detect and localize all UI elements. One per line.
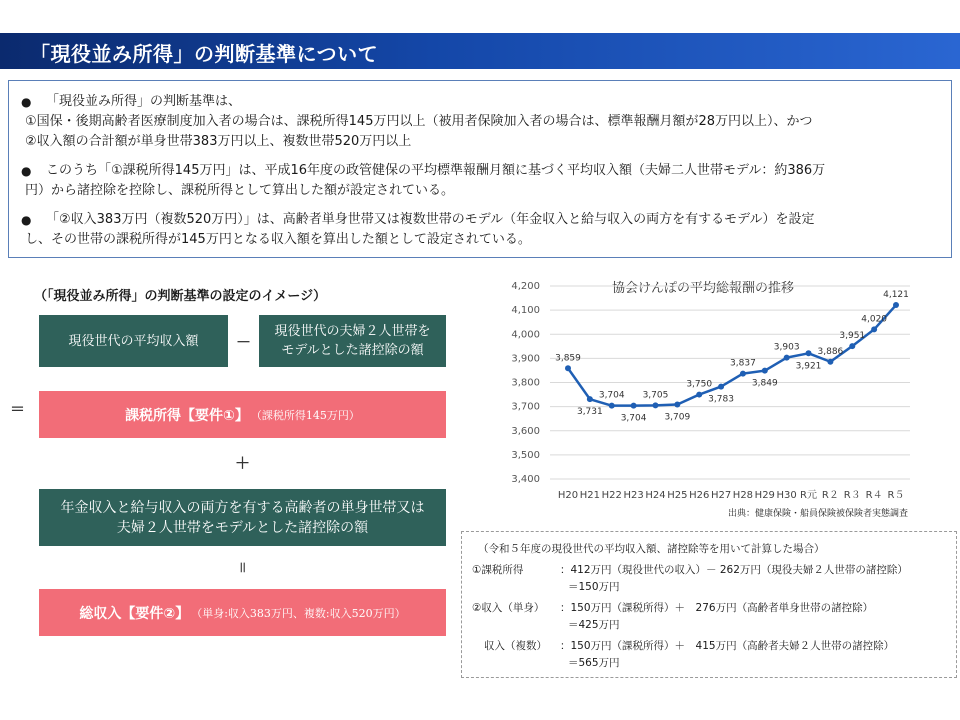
y-tick-label: 3,500	[511, 449, 540, 461]
deduction-box	[259, 315, 446, 367]
calc-result: ＝425万円	[568, 619, 620, 631]
y-tick-label: 3,700	[511, 401, 540, 413]
x-tick-label: R２	[821, 490, 839, 501]
calculation-box	[461, 531, 957, 678]
calc-result: ＝150万円	[568, 581, 620, 593]
requirement-2-box	[39, 589, 446, 636]
income-box-label: 現役世代の平均収入額	[68, 333, 199, 349]
y-tick-label: 4,000	[511, 329, 540, 341]
requirement-2-note: （単身:収入383万円、複数:収入520万円）	[191, 606, 406, 620]
plus-operator: ＋	[235, 454, 251, 472]
page-title: 「現役並み所得」の判断基準について	[30, 42, 379, 66]
data-label: 3,921	[795, 361, 822, 372]
y-tick-label: 4,200	[511, 281, 540, 292]
data-point	[587, 396, 593, 402]
calc-text: ：150万円（課税所得）＋ 276万円（高齢者単身世帯の諸控除）	[560, 602, 874, 614]
data-label: 3,731	[576, 407, 603, 418]
x-tick-label: H27	[710, 490, 732, 501]
calc-text: ：412万円（現役世代の収入）－ 262万円（現役夫婦２人世帯の諸控除）	[560, 564, 908, 576]
data-label: 3,849	[751, 378, 778, 389]
y-tick-label: 3,800	[511, 377, 540, 389]
calc-header: （令和５年度の現役世代の平均収入額、諸控除等を用いて計算した場合）	[478, 543, 825, 555]
bullet-icon: ●	[21, 213, 32, 227]
x-tick-label: H20	[557, 490, 579, 501]
data-point	[718, 384, 724, 390]
y-tick-label: 3,900	[511, 353, 540, 365]
summary-line: 「②収入383万円（複数520万円）」は、高齢者単身世帯又は複数世帯のモデル（年金収入と給与収入の両方を有するモデル）を設定	[46, 212, 815, 227]
data-label: 3,951	[839, 331, 866, 342]
data-point	[871, 326, 877, 332]
summary-line: ①国保・後期高齢者医療制度加入者の場合は、課税所得145万円以上（被用者保険加入者の場合は、標準報酬月額が28万円以上）、かつ	[25, 114, 813, 129]
x-tick-label: H28	[732, 490, 754, 501]
chart-source: 出典：健康保険・船員保険被保険者実態調査	[728, 509, 909, 519]
data-point	[849, 343, 855, 349]
diagram-heading: （「現役並み所得」の判断基準の設定のイメージ）	[34, 289, 327, 304]
equals-operator: ＝	[10, 400, 26, 418]
x-tick-label: R３	[843, 490, 861, 501]
summary-line: 円）から諸控除を控除し、課税所得として算出した額が設定されている。	[25, 183, 455, 198]
data-point	[652, 402, 658, 408]
x-tick-label: R元	[800, 490, 818, 501]
x-tick-label: H30	[776, 490, 797, 501]
deduction-box-line: モデルとした諸控除の額	[281, 343, 424, 358]
income-box	[39, 315, 228, 367]
summary-box	[8, 80, 952, 258]
data-label: 4,121	[883, 290, 909, 301]
x-tick-label: H22	[601, 490, 622, 501]
x-tick-label: H24	[645, 490, 666, 501]
minus-operator: －	[236, 333, 252, 351]
data-point	[893, 302, 899, 308]
data-point	[806, 350, 812, 356]
x-tick-label: H26	[689, 490, 710, 501]
line-chart	[470, 270, 950, 506]
data-label: 3,837	[730, 358, 756, 369]
bullet-icon: ●	[21, 95, 32, 109]
data-point	[696, 392, 702, 398]
summary-line: し、その世帯の課税所得が145万円となる収入額を算出した額として設定されている。	[25, 232, 531, 247]
elderly-deduction-line: 年金収入と給与収入の両方を有する高齢者の単身世帯又は	[60, 499, 425, 516]
data-label: 3,859	[555, 353, 581, 364]
x-tick-label: H23	[623, 490, 644, 501]
equals-operator-vertical: ＝	[234, 560, 250, 575]
x-tick-label: H25	[667, 490, 688, 501]
x-tick-label: H29	[754, 490, 775, 501]
data-label: 3,886	[817, 346, 844, 357]
calc-result: ＝565万円	[568, 657, 620, 669]
requirement-1-box	[39, 391, 446, 438]
bullet-icon: ●	[21, 164, 32, 178]
summary-line: 「現役並み所得」の判断基準は、	[46, 94, 242, 109]
chart-title: 協会けんぽの平均総報酬の推移	[612, 281, 795, 296]
y-tick-label: 3,600	[511, 425, 540, 437]
data-point	[740, 371, 746, 377]
data-point	[565, 365, 571, 371]
data-label: 3,783	[708, 394, 734, 405]
calc-text: ：150万円（課税所得）＋ 415万円（高齢者夫婦２人世帯の諸控除）	[560, 640, 895, 652]
data-point	[762, 368, 768, 374]
data-label: 3,704	[598, 390, 625, 401]
summary-line: このうち「①課税所得145万円」は、平成16年度の政管健保の平均標準報酬月額に基づく平均収入額（夫婦二人世帯モデル：約386万	[46, 163, 826, 178]
x-tick-label: R４	[865, 490, 883, 501]
requirement-1-note: （課税所得145万円）	[250, 408, 360, 422]
y-tick-label: 3,400	[511, 474, 540, 485]
requirement-2-label: 総収入【要件②】	[79, 605, 190, 622]
deduction-box-line: 現役世代の夫婦２人世帯を	[274, 324, 431, 339]
x-tick-label: R５	[887, 490, 905, 501]
x-tick-label: H21	[579, 490, 600, 501]
calc-label: ②収入（単身）	[472, 602, 545, 614]
data-point	[609, 403, 615, 409]
elderly-deduction-box	[39, 489, 446, 546]
elderly-deduction-line: 夫婦２人世帯をモデルとした諸控除の額	[116, 519, 369, 536]
data-label: 3,704	[620, 413, 647, 424]
summary-line: ②収入額の合計額が単身世帯383万円以上、複数世帯520万円以上	[25, 134, 412, 149]
y-tick-label: 4,100	[511, 305, 540, 317]
calc-label: ①課税所得	[472, 564, 524, 576]
data-point	[674, 401, 680, 407]
data-point	[827, 359, 833, 365]
data-label: 3,705	[642, 390, 669, 401]
data-label: 4,020	[861, 314, 888, 325]
data-label: 3,709	[664, 412, 691, 423]
data-point	[784, 355, 790, 361]
data-label: 3,903	[773, 342, 800, 353]
requirement-1-label: 課税所得【要件①】	[125, 407, 249, 424]
title-bar	[0, 33, 960, 69]
data-label: 3,750	[686, 379, 713, 390]
data-point	[631, 403, 637, 409]
calc-label: 収入（複数）	[484, 640, 547, 652]
